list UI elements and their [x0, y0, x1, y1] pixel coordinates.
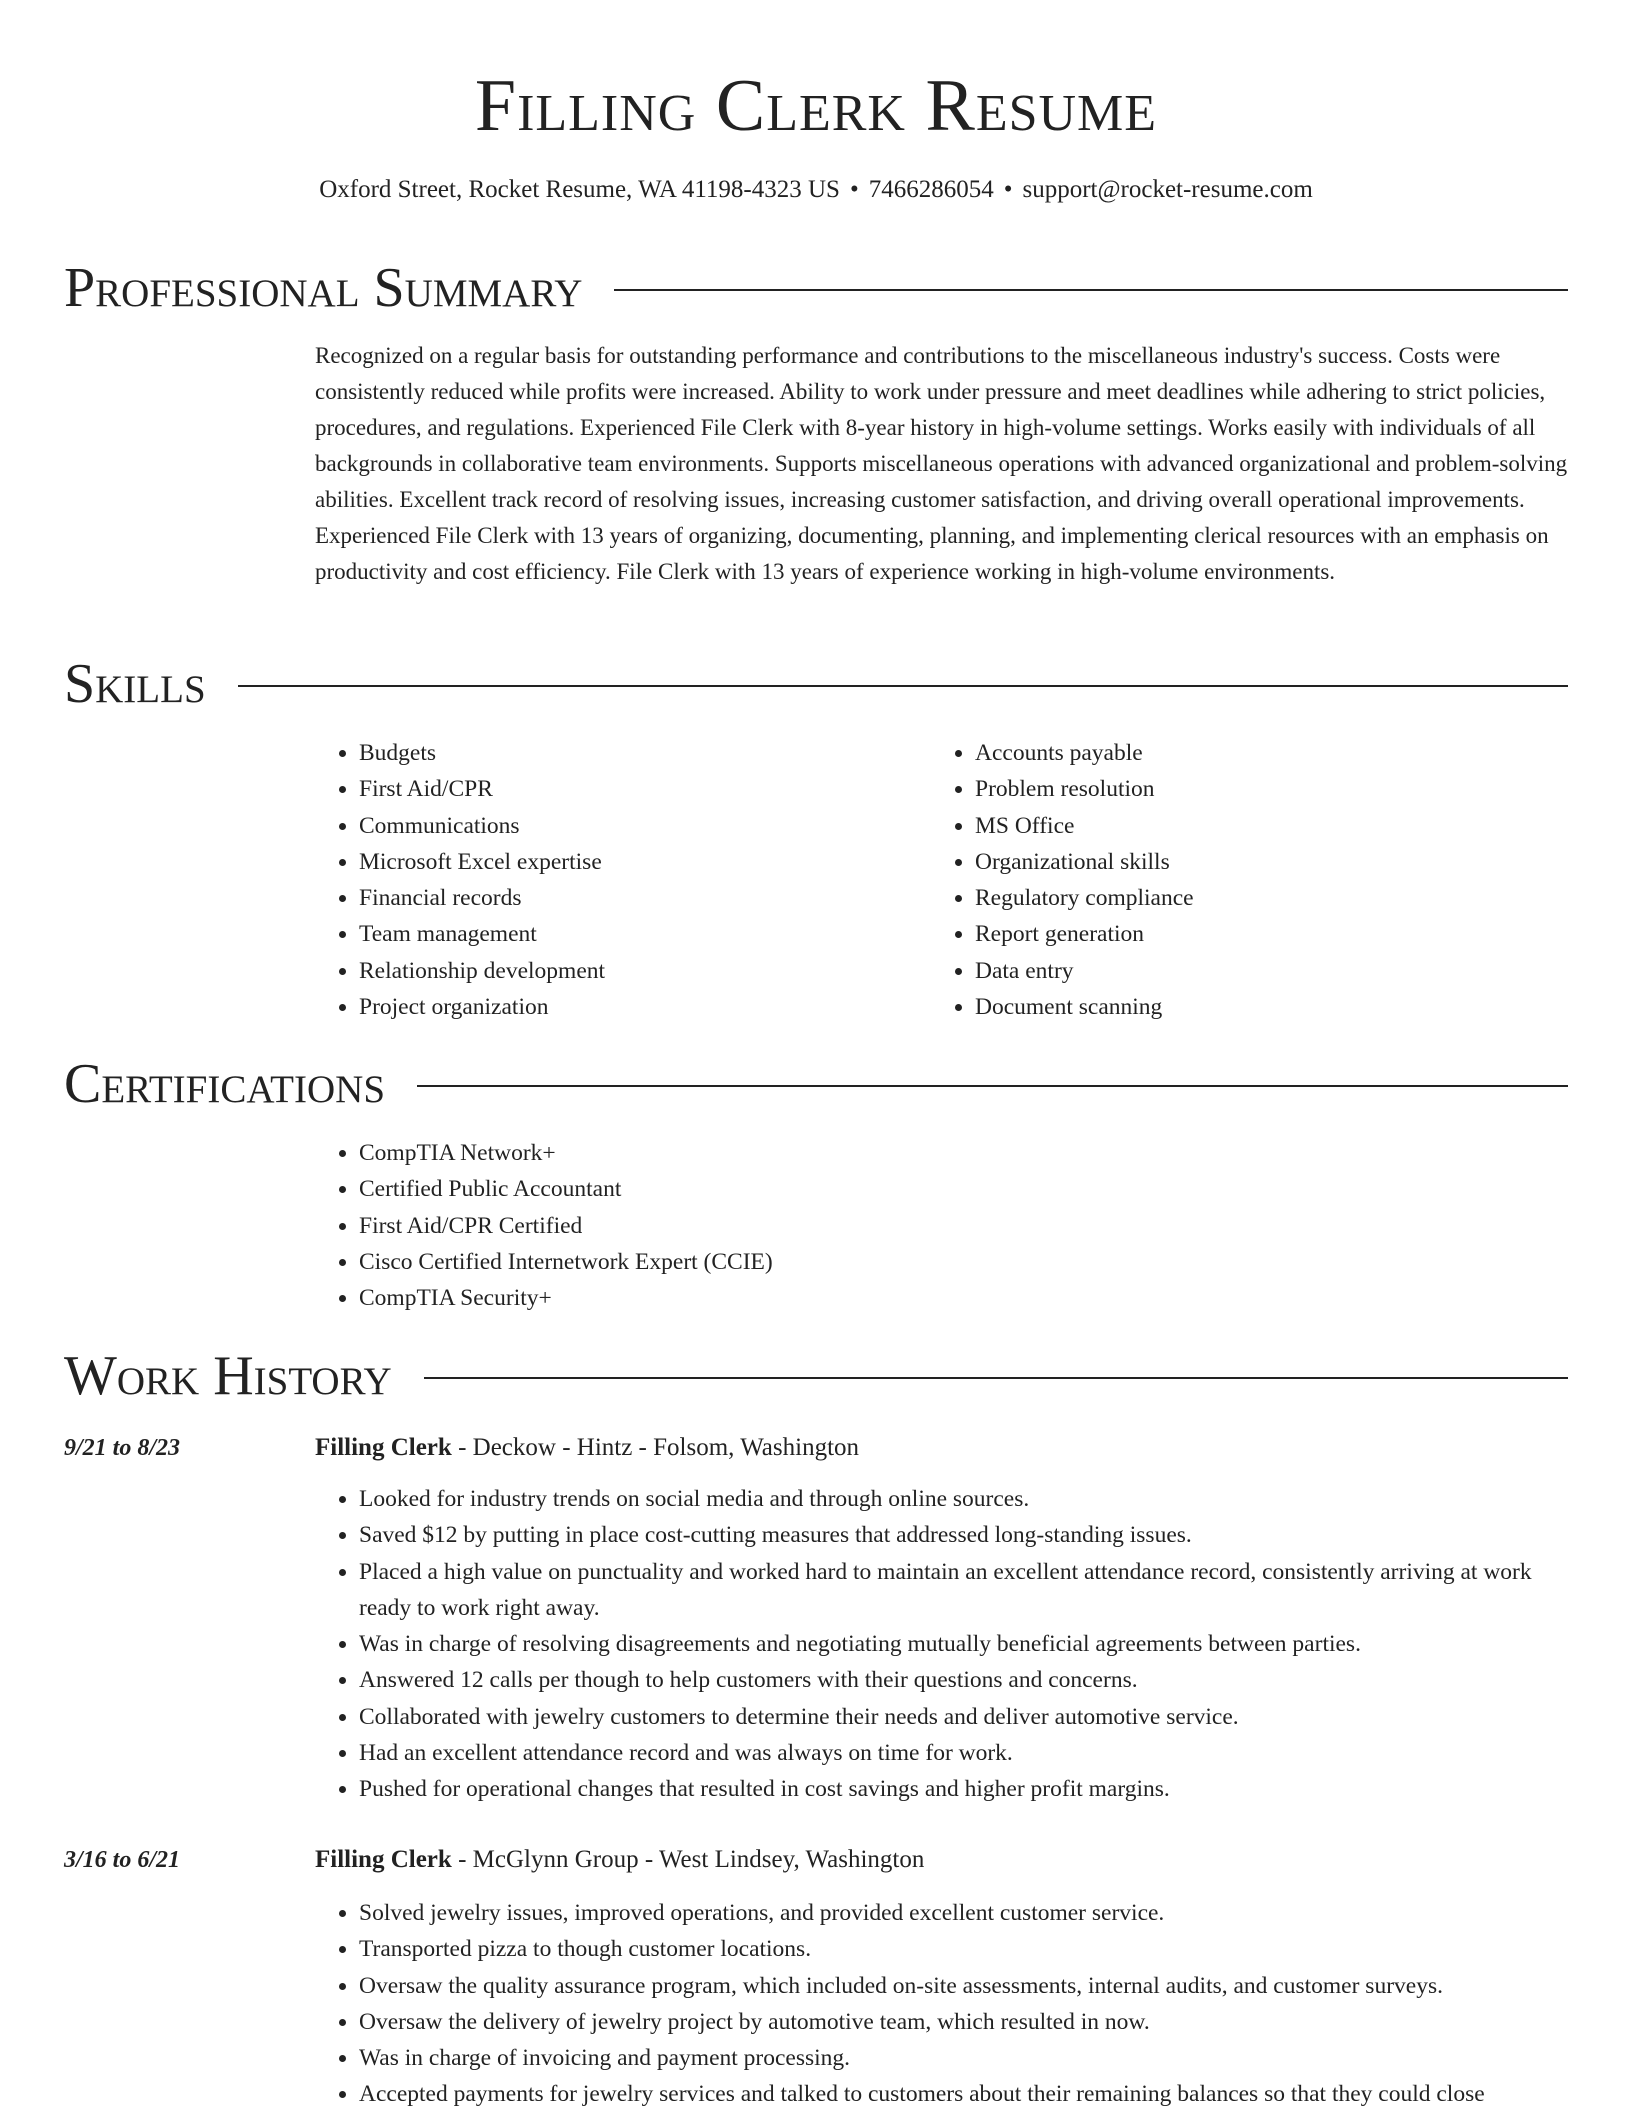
list-item: • Answered 12 calls per though to help customers with their questions and concerns.: [359, 1662, 1568, 1698]
skills-list-right: [931, 735, 1575, 1025]
section-divider: [424, 1377, 1568, 1379]
list-item: • Transported pizza to though customer locations.: [359, 1931, 1568, 1967]
section-title: Professional Summary: [64, 257, 583, 319]
list-item: • Was in charge of invoicing and payment processing.: [359, 2040, 1568, 2076]
list-item: • Oversaw the quality assurance program, which included on-site assessments, internal audits, and customer surveys.: [359, 1968, 1568, 2004]
job-dates: 3/16 to 6/21: [64, 1847, 181, 1873]
list-item: • Data entry: [975, 953, 1575, 989]
list-item: • Financial records: [359, 880, 919, 916]
list-item: • Team management: [359, 916, 919, 952]
section-divider: [238, 685, 1568, 687]
list-item: • Report generation: [975, 916, 1575, 952]
list-item: • Project organization: [359, 989, 919, 1025]
list-item: • Solved jewelry issues, improved operations, and provided excellent customer service.: [359, 1895, 1568, 1931]
list-item: • First Aid/CPR: [359, 771, 919, 807]
list-item: • MS Office: [975, 808, 1575, 844]
section-divider: [614, 289, 1568, 291]
summary-text: Recognized on a regular basis for outstanding performance and contributions to the miscellaneous industry's success. Costs were consistently reduced while profits were increased. Ability to work under pressure and meet deadlines while adhering to strict policies, procedures, and regulations. Experienced File Clerk with 8-year history in high-volume settings. Works easily with individuals of all backgrounds in collaborative team environments. Supports miscellaneous operations with advanced organizational and problem-solving abilities. Excellent track record of resolving issues, increasing customer satisfaction, and driving overall operational improvements. Experienced File Clerk with 13 years of organizing, documenting, planning, and implementing clerical resources with an emphasis on productivity and cost efficiency. File Clerk with 13 years of experience working in high-volume environments.: [315, 343, 1568, 584]
list-item: • Was in charge of resolving disagreements and negotiating mutually beneficial agreements between parties.: [359, 1626, 1568, 1662]
job-dates: 9/21 to 8/23: [64, 1435, 181, 1461]
list-item: • Certified Public Accountant: [359, 1171, 1559, 1207]
job-heading: [315, 1842, 1568, 1878]
list-item: • Collaborated with jewelry customers to determine their needs and deliver automotive service.: [359, 1699, 1568, 1735]
skills-list-left: [315, 735, 919, 1025]
list-item: • Accepted payments for jewelry services and talked to customers about their remaining balances so that they could close: [359, 2076, 1568, 2112]
contact-line: [0, 172, 1632, 208]
section-title: Skills: [64, 653, 206, 715]
job-employer: - McGlynn Group - West Lindsey, Washington: [451, 1846, 925, 1873]
list-item: • Accounts payable: [975, 735, 1575, 771]
list-item: • Organizational skills: [975, 844, 1575, 880]
list-item: • Oversaw the delivery of jewelry project by automotive team, which resulted in now.: [359, 2004, 1568, 2040]
job-employer: - Deckow - Hintz - Folsom, Washington: [451, 1434, 860, 1461]
job-title: Filling Clerk: [315, 1846, 452, 1873]
list-item: • Saved $12 by putting in place cost-cutting measures that addressed long-standing issues.: [359, 1517, 1568, 1553]
certifications-list: [315, 1135, 1559, 1316]
section-work-history: [64, 1344, 1568, 1408]
list-item: • Cisco Certified Internetwork Expert (CCIE): [359, 1244, 1559, 1280]
list-item: • CompTIA Security+: [359, 1280, 1559, 1316]
section-title: Work History: [64, 1345, 392, 1407]
list-item: • Problem resolution: [975, 771, 1575, 807]
list-item: • Relationship development: [359, 953, 919, 989]
email: support@rocket-resume.com: [1022, 176, 1313, 203]
job-title: Filling Clerk: [315, 1434, 452, 1461]
list-item: • Pushed for operational changes that resulted in cost savings and higher profit margins.: [359, 1771, 1568, 1807]
section-professional-summary: [64, 256, 1568, 320]
job-bullets: [315, 1895, 1568, 2112]
list-item: • Microsoft Excel expertise: [359, 844, 919, 880]
list-item: • Communications: [359, 808, 919, 844]
list-item: • Budgets: [359, 735, 919, 771]
phone: 7466286054: [868, 176, 994, 203]
separator: •: [1003, 176, 1013, 203]
list-item: • Regulatory compliance: [975, 880, 1575, 916]
job-bullets: [315, 1481, 1568, 1808]
list-item: • Placed a high value on punctuality and worked hard to maintain an excellent attendance record, consistently arriving at work ready to work right away.: [359, 1554, 1568, 1627]
list-item: • Looked for industry trends on social media and through online sources.: [359, 1481, 1568, 1517]
address: Oxford Street, Rocket Resume, WA 41198-4323 US: [319, 176, 840, 203]
job-heading: [315, 1430, 1568, 1466]
separator: •: [849, 176, 859, 203]
section-divider: [417, 1085, 1568, 1087]
list-item: • Document scanning: [975, 989, 1575, 1025]
resume-title: Filling Clerk Resume: [474, 65, 1158, 147]
list-item: • CompTIA Network+: [359, 1135, 1559, 1171]
list-item: • First Aid/CPR Certified: [359, 1208, 1559, 1244]
section-certifications: [64, 1052, 1568, 1116]
section-skills: [64, 652, 1568, 716]
list-item: • Had an excellent attendance record and was always on time for work.: [359, 1735, 1568, 1771]
section-title: Certifications: [64, 1053, 386, 1115]
